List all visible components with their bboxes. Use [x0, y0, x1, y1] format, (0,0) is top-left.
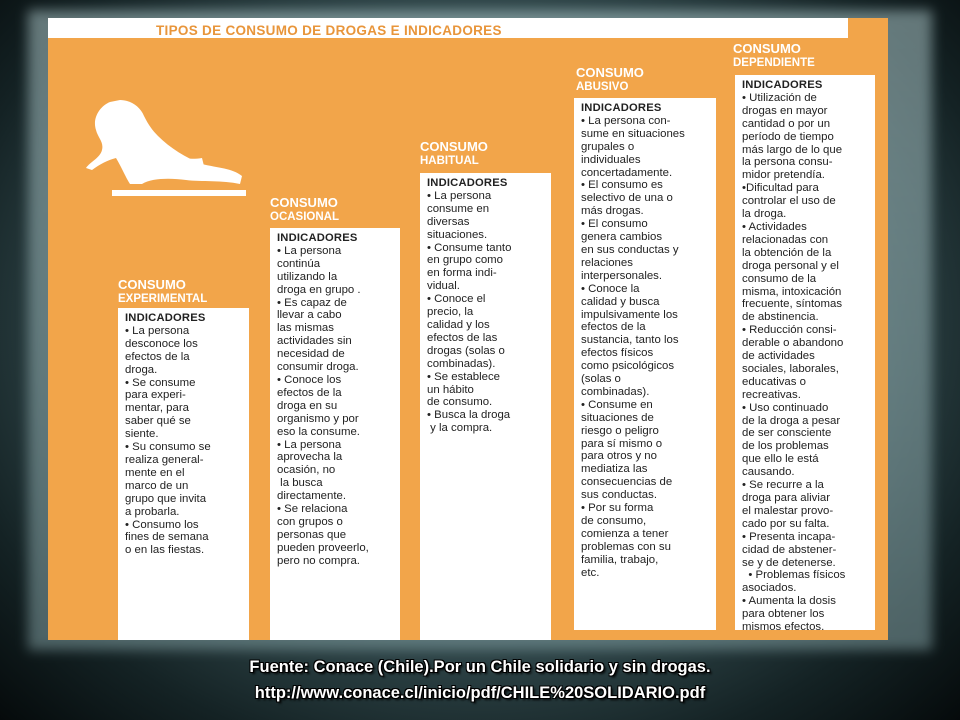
indicator-line: • La persona: [125, 324, 190, 337]
indicator-line: • Actividades: [742, 220, 807, 233]
indicator-line: riesgo o peligro: [581, 424, 659, 437]
indicator-line: • Uso continuado: [742, 401, 829, 414]
indicator-line: sociales, laborales,: [742, 362, 839, 375]
heading-subline: DEPENDIENTE: [733, 57, 815, 69]
indicator-line: misma, intoxicación: [742, 285, 842, 298]
source-caption: Fuente: Conace (Chile).Por un Chile solidario y sin drogas.: [249, 658, 711, 676]
indicator-line: organismo y por: [277, 412, 359, 425]
indicator-line: en forma indi-: [427, 267, 497, 280]
indicator-line: mediatiza las: [581, 463, 648, 476]
indicator-line: individuales: [581, 153, 641, 166]
indicator-line: • El consumo: [581, 218, 648, 231]
heading-subline: ABUSIVO: [576, 81, 629, 93]
indicator-line: cantidad o por un: [742, 117, 831, 130]
indicator-line: de los problemas: [742, 440, 829, 453]
indicator-line: mismos efectos.: [742, 621, 825, 630]
indicator-line: y la compra.: [427, 422, 493, 435]
indicator-line: recreativas.: [742, 388, 801, 401]
indicator-line: de consumo,: [581, 515, 647, 527]
heading-subline: EXPERIMENTAL: [118, 293, 208, 305]
indicator-line: de consumo.: [427, 396, 493, 409]
indicator-line: período de tiempo: [742, 130, 834, 143]
slide-title: TIPOS DE CONSUMO DE DROGAS E INDICADORES: [156, 23, 502, 38]
indicator-line: la obtención de la: [742, 246, 832, 259]
indicator-line: efectos de la: [125, 350, 190, 363]
indicator-line: la droga.: [742, 208, 787, 221]
indicator-box-habitual: [420, 173, 551, 640]
indicator-line: necesidad de: [277, 348, 345, 361]
indicator-line: en grupo como: [427, 254, 503, 267]
indicator-line: eso la consume.: [277, 425, 360, 438]
indicator-line: • Consume tanto: [427, 241, 512, 254]
indicator-line: precio, la: [427, 306, 474, 319]
indicator-line: mente en el: [125, 466, 185, 479]
indicator-line: calidad y los: [427, 318, 490, 331]
indicator-line: de la droga a pesar: [742, 414, 841, 427]
indicator-line: la persona consu-: [742, 156, 833, 169]
indicator-line: con grupos o: [277, 515, 343, 528]
indicator-line: marco de un: [125, 479, 189, 492]
indicator-line: controlar el uso de: [742, 195, 836, 208]
indicator-line: que ello le está: [742, 453, 819, 466]
indicator-line: efectos de la: [277, 386, 342, 399]
indicator-line: droga para aliviar: [742, 492, 831, 504]
indicator-line: • La persona: [427, 189, 492, 202]
indicator-line: • Consume en: [581, 398, 653, 411]
heading-line: CONSUMO: [420, 139, 488, 154]
indicator-line: más drogas.: [581, 205, 644, 218]
indicator-line: drogas en mayor: [742, 104, 828, 117]
indicator-line: continúa: [277, 257, 321, 270]
heading-line: CONSUMO: [118, 277, 186, 292]
indicator-line: • El consumo es: [581, 179, 663, 192]
indicator-box-dependiente: [735, 75, 875, 630]
indicator-line: • Presenta incapa-: [742, 530, 836, 543]
indicator-line: personas que: [277, 528, 347, 541]
indicator-line: comienza a tener: [581, 527, 669, 540]
indicator-line: en sus conductas y: [581, 243, 679, 256]
indicator-line: de abstinencia.: [742, 311, 819, 324]
indicator-line: • Conoce los: [277, 373, 342, 386]
indicator-line: realiza general-: [125, 453, 204, 466]
indicator-line: relaciones: [581, 256, 633, 269]
indicator-line: educativas o: [742, 375, 806, 388]
indicator-line: sus conductas.: [581, 489, 657, 502]
indicator-line: actividades sin: [277, 335, 352, 348]
indicator-line: de ser consciente: [742, 427, 832, 440]
indicator-line: cidad de abstener-: [742, 543, 837, 556]
column-heading-ocasional: [270, 196, 339, 224]
indicator-line: • Utilización de: [742, 91, 817, 104]
indicator-line: grupo que invita: [125, 492, 207, 505]
indicator-line: droga.: [125, 363, 158, 376]
heading-subline: OCASIONAL: [270, 211, 339, 223]
indicator-line: a probarla.: [125, 505, 180, 518]
indicator-line: más largo de lo que: [742, 143, 843, 156]
indicator-line: • Consumo los: [125, 518, 199, 531]
indicator-line: • Reducción consi-: [742, 324, 837, 337]
indicator-line: para obtener los: [742, 608, 825, 621]
indicators-label: INDICADORES: [277, 232, 358, 244]
indicator-line: droga personal y el: [742, 259, 839, 272]
indicator-line: (solas o: [581, 373, 621, 386]
indicator-line: • La persona con-: [581, 114, 671, 127]
seated-person-icon: [82, 96, 246, 196]
indicator-line: efectos de las: [427, 331, 498, 344]
indicator-line: causando.: [742, 466, 795, 479]
indicator-line: • Su consumo se: [125, 441, 211, 454]
indicator-line: utilizando la: [277, 270, 338, 283]
indicator-line: para sí mismo o: [581, 437, 663, 450]
column-heading-experimental: [118, 278, 207, 306]
indicator-line: ocasión, no: [277, 464, 336, 477]
indicator-line: • Busca la droga: [427, 409, 511, 422]
indicator-line: •Dificultad para: [742, 182, 819, 195]
indicator-box-experimental: [118, 308, 249, 640]
indicator-line: situaciones de: [581, 411, 654, 424]
indicator-line: consecuencias de: [581, 476, 673, 489]
indicator-line: cado por su falta.: [742, 517, 830, 530]
indicator-line: sume en situaciones: [581, 127, 685, 140]
indicator-line: pero no compra.: [277, 554, 360, 567]
indicator-line: la busca: [277, 477, 323, 490]
indicator-line: • Conoce la: [581, 282, 640, 295]
indicator-line: genera cambios: [581, 231, 663, 244]
indicator-line: para experi-: [125, 389, 186, 402]
heading-line: CONSUMO: [576, 65, 644, 80]
indicator-line: desconoce los: [125, 337, 198, 350]
indicator-line: el malestar provo-: [742, 504, 834, 517]
indicator-line: combinadas).: [581, 385, 650, 398]
indicator-line: • Se relaciona: [277, 503, 348, 516]
indicator-line: diversas: [427, 215, 470, 228]
indicator-line: para otros y no: [581, 450, 657, 463]
heading-subline: HABITUAL: [420, 155, 479, 167]
indicator-box-abusivo: [574, 98, 716, 630]
indicator-line: drogas (solas o: [427, 344, 505, 357]
indicator-line: frecuente, síntomas: [742, 298, 843, 311]
indicator-line: • Aumenta la dosis: [742, 595, 836, 608]
indicator-line: consumo de la: [742, 272, 817, 285]
indicators-label: INDICADORES: [581, 102, 662, 114]
indicator-line: • Se consume: [125, 376, 196, 389]
indicator-line: llevar a cabo: [277, 309, 342, 322]
indicator-line: aprovecha la: [277, 451, 343, 464]
indicator-line: fines de semana: [125, 531, 209, 544]
indicator-line: relacionadas con: [742, 233, 829, 246]
indicator-line: un hábito: [427, 383, 474, 396]
column-heading-dependiente: [733, 42, 815, 70]
indicator-line: interpersonales.: [581, 269, 663, 282]
indicator-line: saber qué se: [125, 415, 191, 428]
indicator-line: • Conoce el: [427, 293, 486, 306]
indicator-line: las mismas: [277, 322, 334, 335]
indicator-line: situaciones.: [427, 228, 488, 241]
indicator-line: consumir droga.: [277, 361, 359, 374]
indicator-line: • Por su forma: [581, 502, 654, 515]
indicator-line: vidual.: [427, 280, 460, 293]
indicator-line: derable o abandono: [742, 337, 844, 350]
indicator-box-ocasional: [270, 228, 400, 640]
indicator-line: directamente.: [277, 490, 347, 503]
column-heading-abusivo: [576, 66, 644, 94]
indicator-line: como psicológicos: [581, 360, 675, 373]
indicator-line: sustancia, tanto los: [581, 334, 679, 347]
indicator-line: • Es capaz de: [277, 296, 347, 309]
heading-line: CONSUMO: [733, 41, 801, 56]
heading-line: CONSUMO: [270, 195, 338, 210]
indicator-line: impulsivamente los: [581, 308, 678, 321]
indicator-line: • La persona: [277, 438, 342, 451]
indicator-line: calidad y busca: [581, 295, 660, 308]
indicator-line: familia, trabajo,: [581, 553, 659, 566]
slide: [48, 18, 888, 640]
indicator-line: consume en: [427, 202, 490, 215]
indicator-line: asociados.: [742, 582, 797, 595]
indicator-line: de actividades: [742, 350, 815, 363]
indicator-line: concertadamente.: [581, 166, 673, 179]
indicator-line: • Se establece: [427, 370, 501, 383]
indicator-line: o en las fiestas.: [125, 544, 205, 557]
indicator-line: pueden proveerlo,: [277, 541, 369, 554]
indicator-line: • La persona: [277, 244, 342, 257]
indicators-label: INDICADORES: [742, 79, 823, 91]
indicator-line: siente.: [125, 428, 159, 441]
indicator-line: combinadas).: [427, 357, 496, 370]
indicators-label: INDICADORES: [125, 312, 206, 324]
source-url: http://www.conace.cl/inicio/pdf/CHILE%20SOLIDARIO.pdf: [254, 684, 706, 702]
indicators-label: INDICADORES: [427, 177, 508, 189]
indicator-line: etc.: [581, 566, 600, 579]
indicator-line: selectivo de una o: [581, 192, 673, 205]
column-heading-habitual: [420, 140, 488, 168]
indicator-line: droga en grupo .: [277, 283, 361, 296]
title-bar: [48, 18, 848, 38]
indicator-line: mentar, para: [125, 402, 189, 415]
indicator-line: problemas con su: [581, 540, 671, 553]
indicator-line: efectos físicos: [581, 347, 654, 360]
indicator-line: se y de detenerse.: [742, 556, 836, 569]
indicator-line: midor pretendía.: [742, 169, 825, 182]
indicator-line: • Problemas físicos: [742, 569, 846, 582]
indicator-line: droga en su: [277, 399, 338, 412]
indicator-line: • Se recurre a la: [742, 479, 824, 492]
indicator-line: grupales o: [581, 140, 635, 153]
indicator-line: efectos de la: [581, 321, 646, 334]
